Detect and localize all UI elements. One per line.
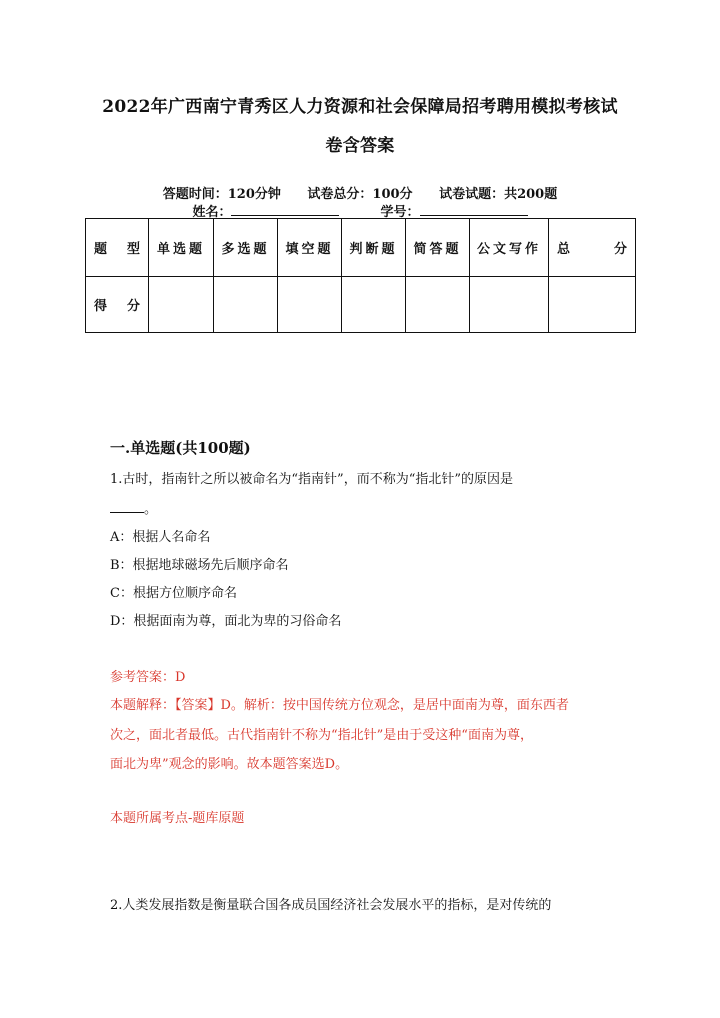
score-cell[interactable] [406, 277, 470, 333]
header-fill-blank: 填空题 [278, 219, 342, 277]
q1-reference-answer: 参考答案：D [110, 670, 186, 685]
exam-question-count: 试卷试题：共200题 [439, 187, 558, 202]
score-cell[interactable] [549, 277, 636, 333]
q1-stem-line1: 1.古时，指南针之所以被命名为“指南针”，而不称为“指北针”的原因是 [110, 472, 513, 487]
id-label: 学号： [380, 205, 420, 220]
q1-source: 本题所属考点-题库原题 [110, 811, 245, 826]
score-table-score-row [86, 277, 636, 333]
page-title-line2: 卷含答案 [325, 136, 395, 156]
score-cell[interactable] [149, 277, 214, 333]
q1-answer-blank [110, 500, 144, 513]
score-table-header-row [86, 219, 636, 277]
q1-option-d[interactable]: D：根据面南为尊，面北为卑的习俗命名 [110, 614, 342, 629]
header-official-writing: 公文写作 [470, 219, 549, 277]
name-label: 姓名： [192, 205, 232, 220]
row-label-score: 得 分 [86, 277, 149, 333]
score-cell[interactable] [278, 277, 342, 333]
score-cell[interactable] [342, 277, 406, 333]
q1-explanation-line1: 本题解释：【答案】D。解析：按中国传统方位观念，是居中面南为尊，面东西者 [110, 698, 569, 713]
score-cell[interactable] [470, 277, 549, 333]
q1-option-a[interactable]: A：根据人名命名 [110, 530, 211, 545]
page-title-line1: 2022年广西南宁青秀区人力资源和社会保障局招考聘用模拟考核试 [102, 97, 618, 117]
section-title: 一.单选题(共100题) [110, 439, 251, 457]
header-question-type: 题 型 [86, 219, 149, 277]
q1-option-c[interactable]: C：根据方位顺序命名 [110, 586, 237, 601]
header-single-choice: 单选题 [149, 219, 214, 277]
header-short-answer: 简答题 [406, 219, 470, 277]
id-blank[interactable] [420, 204, 528, 216]
header-multi-choice: 多选题 [214, 219, 278, 277]
header-true-false: 判断题 [342, 219, 406, 277]
name-blank[interactable] [231, 204, 339, 216]
q1-option-b[interactable]: B：根据地球磁场先后顺序命名 [110, 558, 289, 573]
exam-time: 答题时间：120分钟 [162, 187, 281, 202]
q2-stem-line1: 2.人类发展指数是衡量联合国各成员国经济社会发展水平的指标，是对传统的 [110, 898, 552, 913]
q1-explanation-line2: 次之，面北者最低。古代指南针不称为“指北针”是由于受这种“面南为尊， [110, 728, 533, 743]
score-table [85, 218, 636, 333]
q1-stem-line2: 。 [110, 500, 157, 519]
score-cell[interactable] [214, 277, 278, 333]
header-total: 总 分 [549, 219, 636, 277]
exam-total-score: 试卷总分：100分 [307, 187, 413, 202]
q1-explanation-line3: 面北为卑”观念的影响。故本题答案选D。 [110, 757, 349, 772]
exam-meta [0, 183, 720, 202]
